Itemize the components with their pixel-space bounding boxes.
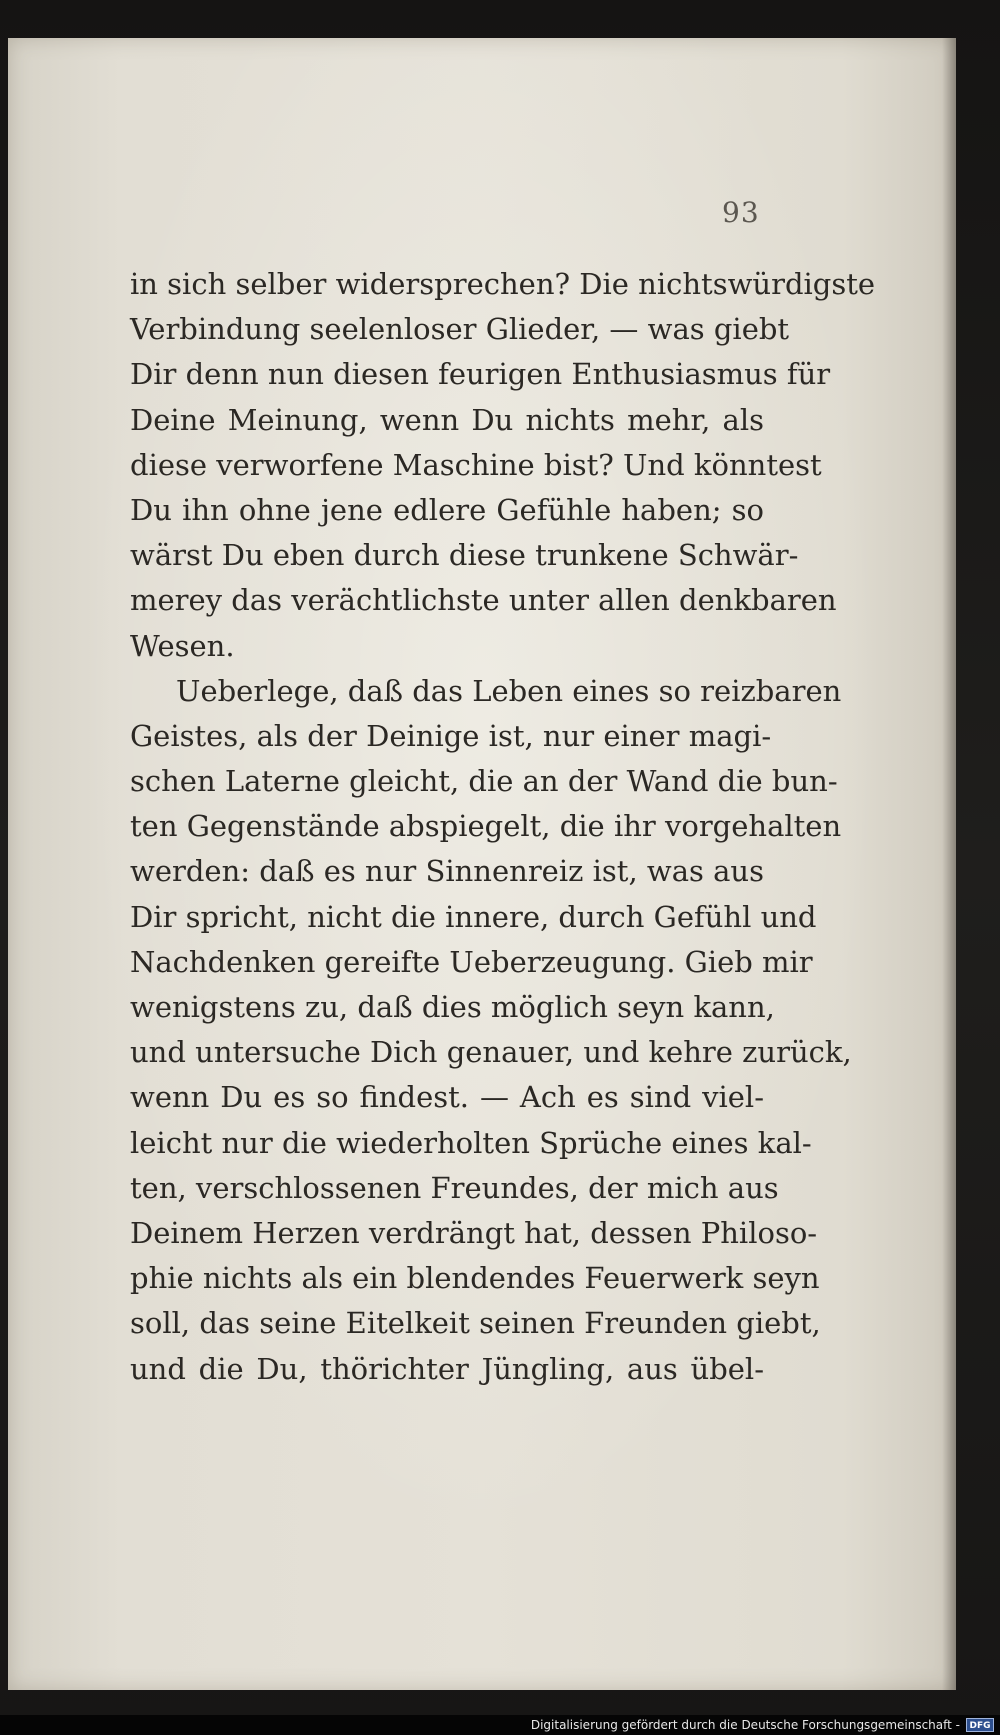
text-line: Verbindung seelenloser Glieder, — was giebt: [130, 312, 790, 347]
text-line: Deinem Herzen verdrängt hat, dessen Philoso-: [130, 1215, 818, 1250]
page-number: 93: [722, 196, 760, 229]
text-line: wenn Du es so findest. — Ach es sind viel-: [130, 1080, 764, 1115]
text-line: leicht nur die wiederholten Sprüche eines kal-: [130, 1125, 812, 1160]
text-line: Wesen.: [130, 628, 235, 663]
book-page: [8, 38, 956, 1690]
text-line: und untersuche Dich genauer, und kehre zurück,: [130, 1035, 852, 1070]
text-line: soll, das seine Eitelkeit seinen Freunden giebt,: [130, 1306, 821, 1341]
text-line: wärst Du eben durch diese trunkene Schwär-: [130, 538, 799, 573]
text-line: Geistes, als der Deinige ist, nur einer magi-: [130, 718, 772, 753]
text-line: Du ihn ohne jene edlere Gefühle haben; so: [130, 492, 764, 527]
text-line: werden: daß es nur Sinnenreiz ist, was aus: [130, 854, 764, 889]
text-line: phie nichts als ein blendendes Feuerwerk seyn: [130, 1261, 820, 1296]
text-line: und die Du, thörichter Jüngling, aus übel-: [130, 1351, 764, 1386]
text-line: diese verworfene Maschine bist? Und könntest: [130, 447, 822, 482]
text-line: schen Laterne gleicht, die an der Wand die bun-: [130, 764, 838, 799]
text-line: Nachdenken gereifte Ueberzeugung. Gieb mir: [130, 944, 813, 979]
spine-shadow: [942, 38, 956, 1690]
funding-credit: Digitalisierung gefördert durch die Deutsche Forschungsgemeinschaft -: [530, 1718, 960, 1732]
footer-bar: [0, 1715, 1000, 1735]
body-text: [130, 262, 876, 1392]
text-line: merey das verächtlichste unter allen denkbaren: [130, 583, 837, 618]
text-line: in sich selber widersprechen? Die nichtswürdigste: [130, 267, 876, 301]
text-line: Ueberlege, daß das Leben eines so reizbaren: [176, 673, 842, 708]
text-line: Dir spricht, nicht die innere, durch Gefühl und: [130, 899, 817, 934]
text-line: wenigstens zu, daß dies möglich seyn kann,: [130, 990, 775, 1024]
text-line: Dir denn nun diesen feurigen Enthusiasmus für: [130, 357, 831, 392]
dfg-logo-icon: DFG: [966, 1718, 994, 1732]
text-line: ten, verschlossenen Freundes, der mich aus: [130, 1170, 779, 1205]
text-line: ten Gegenstände abspiegelt, die ihr vorgehalten: [130, 809, 842, 844]
text-line: Deine Meinung, wenn Du nichts mehr, als: [130, 402, 764, 437]
